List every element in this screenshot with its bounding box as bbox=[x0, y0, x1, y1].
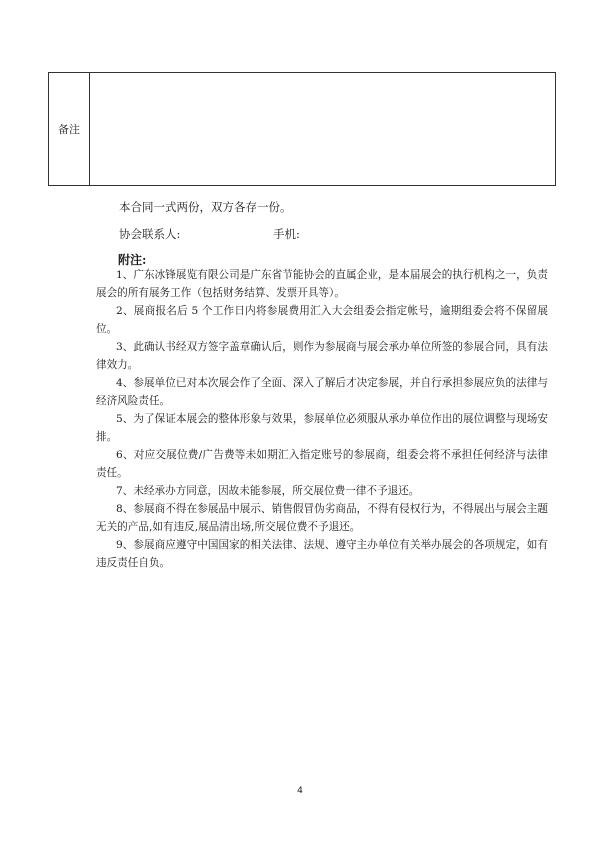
clause-item: 5、为了保证本展会的整体形象与效果，参展单位必须服从承办单位作出的展位调整与现场安排。 bbox=[96, 413, 548, 443]
appendix-heading: 附注: bbox=[118, 253, 147, 267]
association-contact-label: 协会联系人: bbox=[119, 227, 181, 241]
clause-item: 8、参展商不得在参展品中展示、销售假冒伪劣商品，不得有侵权行为，不得展出与展会主题无关的产品,如有违反,展品清出场,所交展位费不予退还。 bbox=[96, 503, 548, 533]
phone-label: 手机: bbox=[273, 227, 300, 241]
clause-item: 3、此确认书经双方签字盖章确认后，则作为参展商与展会承办单位所签的参展合同，具有法律效力。 bbox=[96, 341, 548, 371]
clause-item: 9、参展商应遵守中国国家的相关法律、法规、遵守主办单位有关举办展会的各项规定，如有违反责任自负。 bbox=[96, 539, 548, 569]
remarks-content bbox=[90, 73, 555, 185]
contract-copies-statement: 本合同一式两份，双方各存一份。 bbox=[119, 200, 292, 214]
clause-item: 6、对应交展位费/广告费等未如期汇入指定账号的参展商，组委会将不承担任何经济与法律责任。 bbox=[96, 449, 548, 479]
clause-item: 1、广东冰锋展览有限公司是广东省节能协会的直属企业，是本届展会的执行机构之一，负责展会的所有展务工作（包括财务结算、发票开具等）。 bbox=[96, 269, 548, 299]
clause-item: 7、未经承办方同意，因故未能参展，所交展位费一律不予退还。 bbox=[116, 485, 420, 497]
clause-item: 2、展商报名后 5 个工作日内将参展费用汇入大会组委会指定帐号，逾期组委会将不保留展位。 bbox=[96, 305, 548, 335]
remarks-label: 备注 bbox=[49, 73, 90, 185]
remarks-table bbox=[48, 72, 556, 186]
appendix-clauses bbox=[96, 266, 548, 572]
page-number: 4 bbox=[297, 786, 303, 796]
clause-item: 4、参展单位已对本次展会作了全面、深入了解后才决定参展，并自行承担参展应负的法律与经济风险责任。 bbox=[96, 377, 548, 407]
